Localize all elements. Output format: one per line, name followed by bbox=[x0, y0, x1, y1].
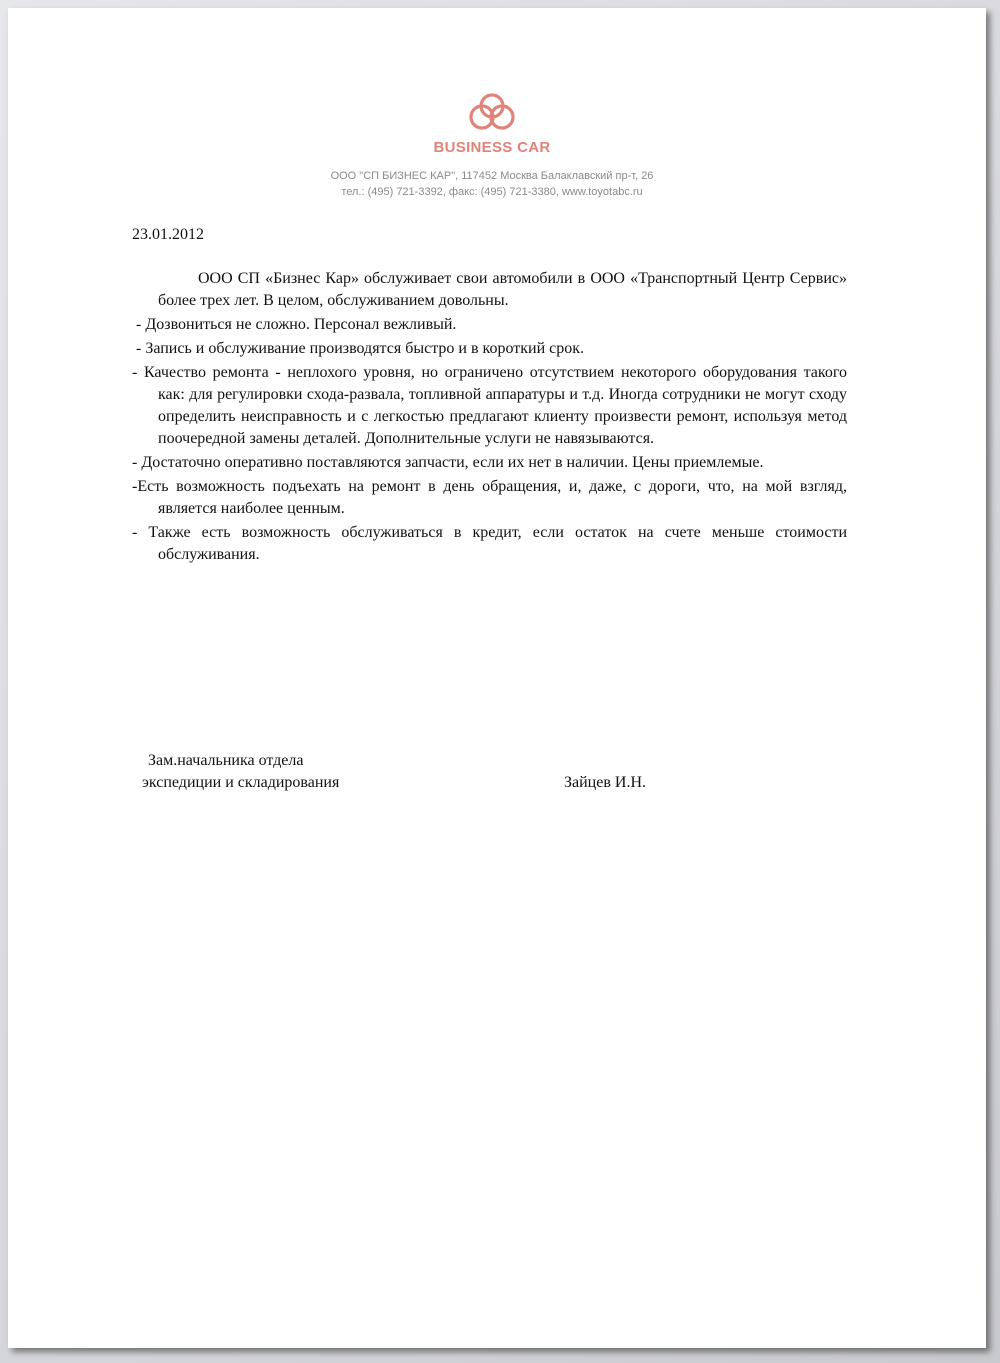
brand-name: BUSINESS CAR bbox=[433, 139, 551, 156]
company-contacts: тел.: (495) 721-3392, факс: (495) 721-3380, www.toyotabc.ru bbox=[341, 186, 643, 198]
three-rings-logo-icon bbox=[460, 92, 524, 136]
list-item: - Также есть возможность обслуживаться в кредит, если остаток на счете меньше стоимости обслуживания. bbox=[132, 524, 847, 563]
letter-date: 23.01.2012 bbox=[132, 226, 204, 243]
list-item: - Запись и обслуживание производятся быстро и в короткий срок. bbox=[136, 340, 585, 357]
letter-page bbox=[8, 8, 986, 1348]
list-item: - Качество ремонта - неплохого уровня, но ограничено отсутствием некоторого оборудования такого как: для регулировки схода-развала, топливной аппаратуры и т.д. Иногда сотрудники не могут сходу определить неисправность и с легкостью предлагают клиенту произвести ремонт, используя метод поочередной замены деталей. Дополнительные услуги не навязываются. bbox=[132, 364, 847, 447]
company-address: ООО "СП БИЗНЕС КАР", 117452 Москва Балаклавский пр-т, 26 bbox=[330, 170, 654, 182]
position-line: экспедиции и складирования bbox=[142, 774, 340, 791]
letter-body bbox=[132, 268, 847, 568]
position-line: Зам.начальника отдела bbox=[148, 752, 304, 769]
list-item: - Достаточно оперативно поставляются запчасти, если их нет в наличии. Цены приемлемые. bbox=[132, 454, 764, 471]
list-item: -Есть возможность подъехать на ремонт в день обращения, и, даже, с дороги, что, на мой взгляд, является наиболее ценным. bbox=[132, 478, 847, 517]
signatory-name: Зайцев И.Н. bbox=[564, 774, 647, 791]
intro-paragraph: ООО СП «Бизнес Кар» обслуживает свои автомобили в ООО «Транспортный Центр Сервис» более трех лет. В целом, обслуживанием довольны. bbox=[158, 270, 847, 309]
list-item: - Дозвониться не сложно. Персонал вежливый. bbox=[136, 316, 457, 333]
signatory-position bbox=[142, 750, 339, 794]
